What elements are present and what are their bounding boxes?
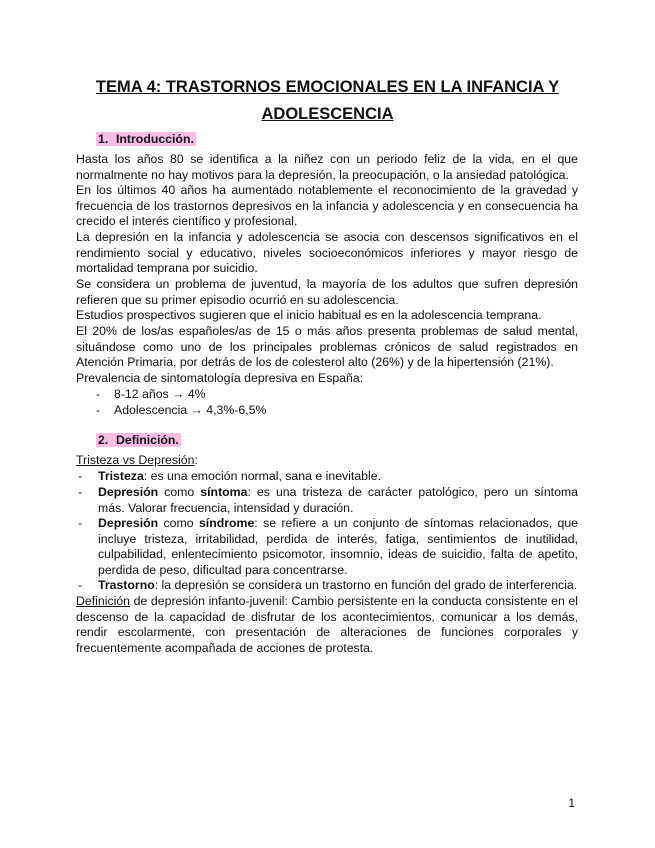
intro-paragraph-1: Hasta los años 80 se identifica a la niñez con un periodo feliz de la vida, en el que normalmente no hay motivos para la depresión, la preocupación, o la ansiedad patológica. xyxy=(76,152,578,182)
section-2-title: Definición. xyxy=(116,433,179,447)
section-2-heading xyxy=(96,433,181,447)
intro-paragraph-7: Prevalencia de sintomatología depresiva en España: xyxy=(76,371,364,385)
bullet-dash: - xyxy=(78,485,83,499)
section-1-number: 1. xyxy=(98,132,109,146)
prevalence-item-2: Adolescencia → 4,3%-6,5% xyxy=(114,403,267,417)
subtitle-tristeza-vs-depresion: Tristeza vs Depresión: xyxy=(76,453,198,467)
definition-item-trastorno: Trastorno: la depresión se considera un trastorno en función del grado de interferencia. xyxy=(98,578,578,592)
intro-paragraph-3: La depresión en la infancia y adolescencia se asocia con descensos significativos en el rendimiento social y educativo, niveles socioeconómicos inferiores y mayor riesgo de mortalidad temprana por suicidio. xyxy=(76,230,578,276)
prevalence-item-1: 8-12 años → 4% xyxy=(114,387,206,401)
bullet-dash: - xyxy=(78,516,83,530)
intro-paragraph-4: Se considera un problema de juventud, la mayoría de los adultos que sufren depresión refieren que su primer episodio ocurrió en su adolescencia. xyxy=(76,277,578,307)
intro-paragraph-5: Estudios prospectivos sugieren que el inicio habitual es en la adolescencia temprana. xyxy=(76,308,542,322)
bullet-dash: - xyxy=(78,469,83,483)
intro-paragraph-2: En los últimos 40 años ha aumentado notablemente el reconocimiento de la gravedad y frecuencia de los trastornos depresivos en la infancia y adolescencia y en consecuencia ha crecido el interés científico y profesional. xyxy=(76,183,578,229)
page-number: 1 xyxy=(568,796,575,810)
intro-paragraph-6: El 20% de los/as españoles/as de 15 o más años presenta problemas de salud mental, situándose como uno de los principales problemas crónicos de salud registrados en Atención Primaria, por detrás de los de colesterol alto (26%) y de la hipertensión (21%). xyxy=(76,324,578,370)
definition-item-depresion-sintoma: Depresión como síntoma: es una tristeza de carácter patológico, pero un síntoma más. Valorar frecuencia, intensidad y duración. xyxy=(98,485,578,515)
bullet-dash: - xyxy=(96,403,101,417)
section-1-heading xyxy=(96,132,196,146)
definition-item-tristeza: Tristeza: es una emoción normal, sana e inevitable. xyxy=(98,469,381,483)
section-2-number: 2. xyxy=(98,433,109,447)
document-title-line-2: ADOLESCENCIA xyxy=(261,105,394,123)
document-title-line-1: TEMA 4: TRASTORNOS EMOCIONALES EN LA INFANCIA Y xyxy=(95,78,560,96)
bullet-dash: - xyxy=(78,578,83,592)
section-1-title: Introducción. xyxy=(116,132,194,146)
definition-paragraph: Definición de depresión infanto-juvenil: Cambio persistente en la conducta consistente en el descenso de la capacidad de disfrutar de los acontecimientos, comunicar a los demás, rendir escolarmente, con presentación de alteraciones de funciones corporales y frecuentemente acompañada de acciones de protesta. xyxy=(76,594,578,655)
bullet-dash: - xyxy=(96,387,101,401)
definition-item-depresion-sindrome: Depresión como síndrome: se refiere a un conjunto de síntomas relacionados, que incluye tristeza, irritabilidad, perdida de interés, fatiga, sentimientos de inutilidad, culpabilidad, enlentecimiento psicomotor, insomnio, ideas de suicidio, falta de apetito, perdida de peso, dificultad para concentrarse. xyxy=(98,516,579,577)
